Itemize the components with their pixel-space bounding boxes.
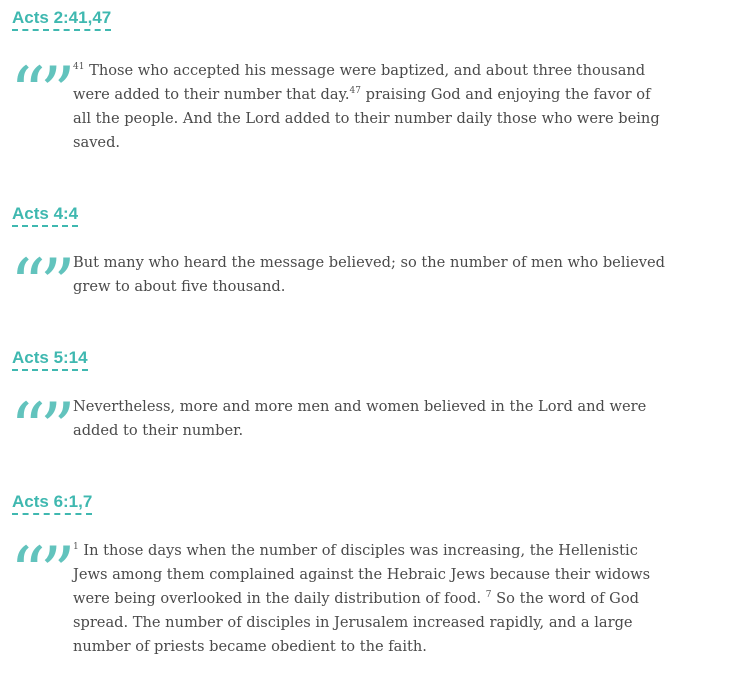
- verse-number: 1: [73, 542, 79, 552]
- verse-segment: Those who accepted his message were baptized, and about three thousand were added to their number that day.: [73, 62, 646, 103]
- quote-icon: “”: [10, 398, 70, 446]
- verse-segment: In those days when the number of disciples was increasing, the Hellenistic Jews among them complained against the Hebraic Jews because their widows were being overlooked in the daily distribution of food.: [73, 542, 651, 607]
- verse-text: [73, 539, 673, 659]
- verse-number: 7: [485, 590, 492, 600]
- quote-icon: “”: [10, 254, 70, 302]
- verse-text: [73, 251, 673, 299]
- quote-icon: “”: [10, 542, 70, 590]
- verse-segment: But many who heard the message believed; so the number of men who believed grew to about five thousand.: [73, 254, 666, 295]
- verse-text: [73, 59, 673, 155]
- reference-link-acts-5-14[interactable]: Acts 5:14: [12, 348, 88, 371]
- verse-segment: Nevertheless, more and more men and women believed in the Lord and were added to their number.: [73, 398, 647, 439]
- reference-link-acts-4-4[interactable]: Acts 4:4: [12, 204, 78, 227]
- verse-segment: praising God and enjoying the favor of all the people. And the Lord added to their number daily those who were being saved.: [73, 86, 660, 151]
- reference-link-acts-6-1-7[interactable]: Acts 6:1,7: [12, 492, 92, 515]
- reference-link-acts-2-41-47[interactable]: Acts 2:41,47: [12, 8, 111, 31]
- verse-segment: So the word of God spread. The number of disciples in Jerusalem increased rapidly, and a large number of priests became obedient to the faith.: [73, 590, 639, 655]
- verse-number: 47: [349, 86, 361, 96]
- verse-number: 41: [73, 62, 85, 72]
- verse-text: [73, 395, 673, 443]
- quote-icon: “”: [10, 62, 70, 110]
